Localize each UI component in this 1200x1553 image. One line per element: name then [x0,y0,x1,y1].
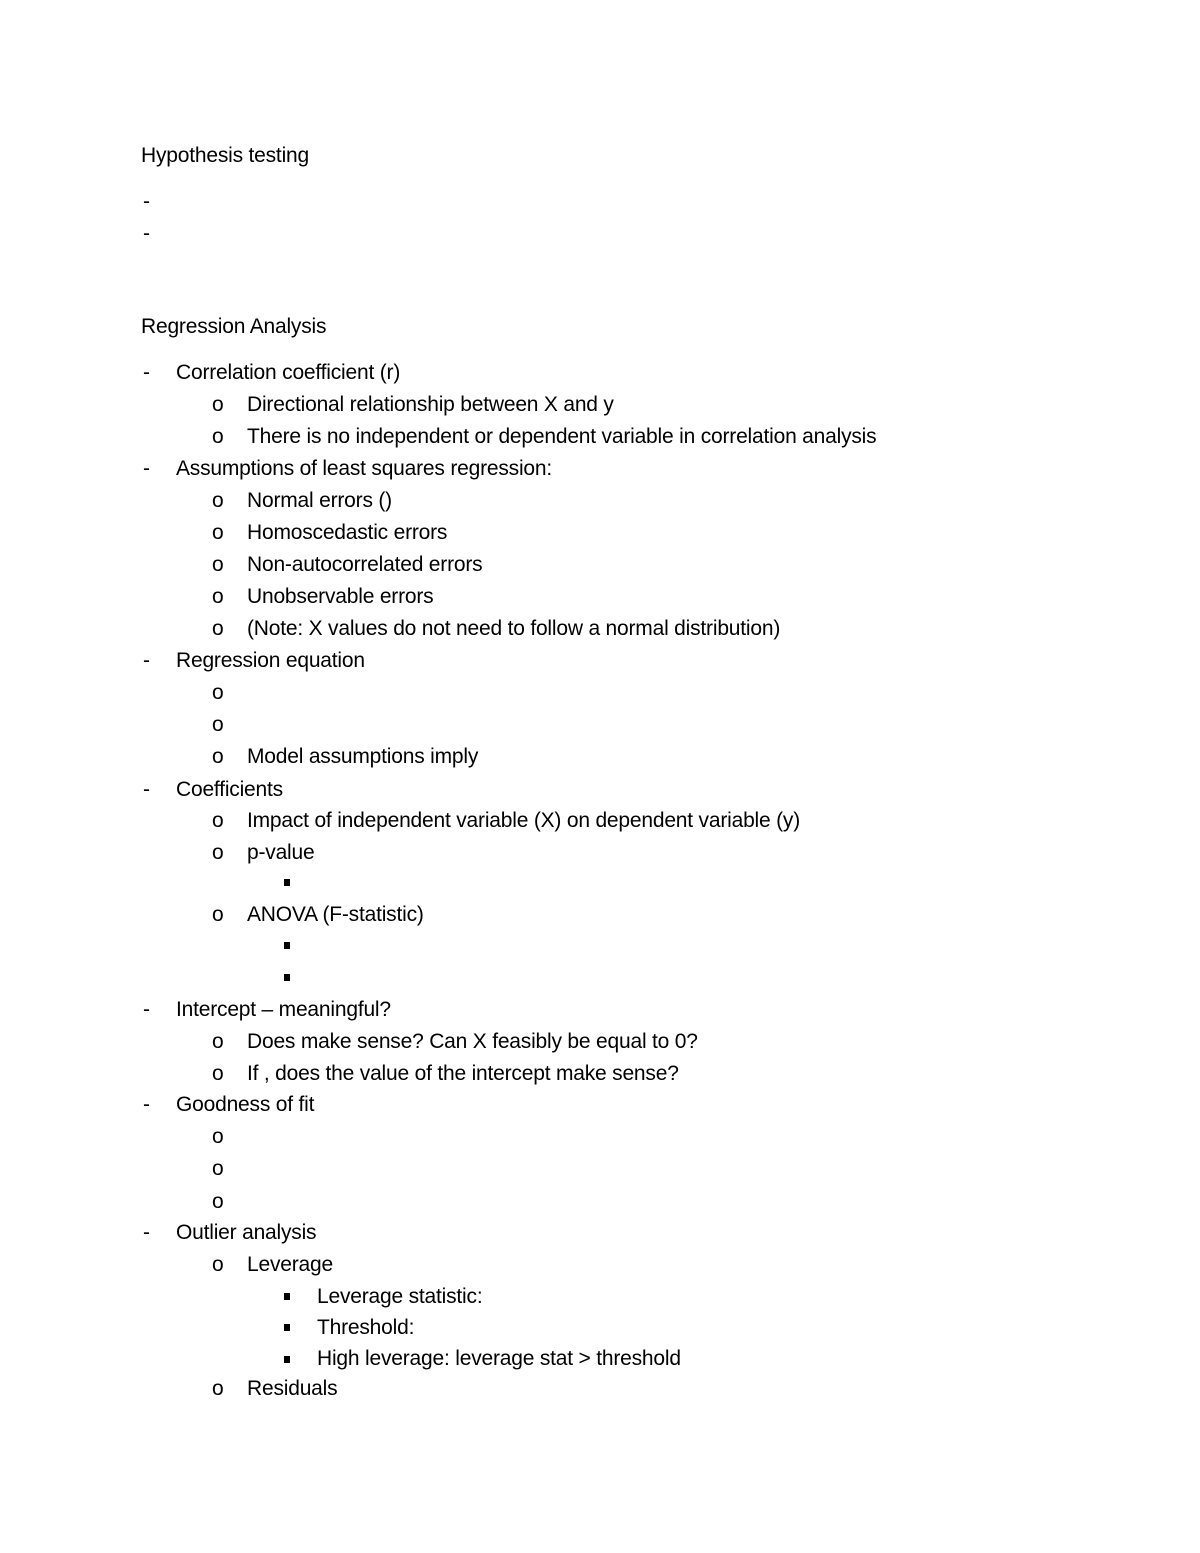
section-heading-regression-analysis: Regression Analysis [141,315,327,338]
list-item: Outlier analysis [176,1221,317,1244]
list-item: Homoscedastic errors [247,521,448,544]
list-item: Normal errors () [247,489,392,512]
square-bullet-icon [284,1356,290,1363]
circle-bullet: o [212,809,224,832]
circle-bullet: o [212,425,224,448]
dash-bullet: - [143,222,150,245]
list-item: ANOVA (F-statistic) [247,903,424,926]
circle-bullet: o [212,521,224,544]
dash-bullet: - [143,190,150,213]
list-item: Leverage [247,1253,333,1276]
section-heading-hypothesis-testing: Hypothesis testing [141,144,309,167]
circle-bullet: o [212,1253,224,1276]
list-item: Regression equation [176,649,365,672]
circle-bullet: o [212,1125,224,1148]
square-bullet-icon [284,1324,290,1331]
list-item: Model assumptions imply [247,745,479,768]
list-item: There is no independent or dependent variable in correlation analysis [247,425,877,448]
circle-bullet: o [212,713,224,736]
circle-bullet: o [212,1062,224,1085]
list-item: Directional relationship between X and y [247,393,614,416]
circle-bullet: o [212,393,224,416]
list-item: Residuals [247,1377,338,1400]
square-bullet-icon [284,942,290,949]
list-item: (Note: X values do not need to follow a normal distribution) [247,617,781,640]
circle-bullet: o [212,903,224,926]
circle-bullet: o [212,553,224,576]
list-item: Goodness of fit [176,1093,315,1116]
dash-bullet: - [143,1221,150,1244]
list-item: Coefficients [176,778,283,801]
square-bullet-icon [284,974,290,981]
dash-bullet: - [143,649,150,672]
circle-bullet: o [212,1030,224,1053]
list-item: If , does the value of the intercept make sense? [247,1062,679,1085]
list-item: Intercept – meaningful? [176,998,391,1021]
list-item: Impact of independent variable (X) on dependent variable (y) [247,809,801,832]
circle-bullet: o [212,1157,224,1180]
circle-bullet: o [212,745,224,768]
circle-bullet: o [212,585,224,608]
list-item: Leverage statistic: [317,1285,483,1308]
circle-bullet: o [212,489,224,512]
square-bullet-icon [284,879,290,886]
dash-bullet: - [143,998,150,1021]
list-item: High leverage: leverage stat > threshold [317,1347,681,1370]
list-item: Non-autocorrelated errors [247,553,483,576]
circle-bullet: o [212,841,224,864]
list-item: Assumptions of least squares regression: [176,457,553,480]
dash-bullet: - [143,1093,150,1116]
list-item: Threshold: [317,1316,415,1339]
circle-bullet: o [212,1377,224,1400]
list-item: Unobservable errors [247,585,434,608]
dash-bullet: - [143,361,150,384]
circle-bullet: o [212,681,224,704]
list-item: Correlation coefficient (r) [176,361,401,384]
list-item: p-value [247,841,315,864]
dash-bullet: - [143,778,150,801]
dash-bullet: - [143,457,150,480]
square-bullet-icon [284,1293,290,1300]
circle-bullet: o [212,1190,224,1213]
list-item: Does make sense? Can X feasibly be equal to 0? [247,1030,698,1053]
circle-bullet: o [212,617,224,640]
